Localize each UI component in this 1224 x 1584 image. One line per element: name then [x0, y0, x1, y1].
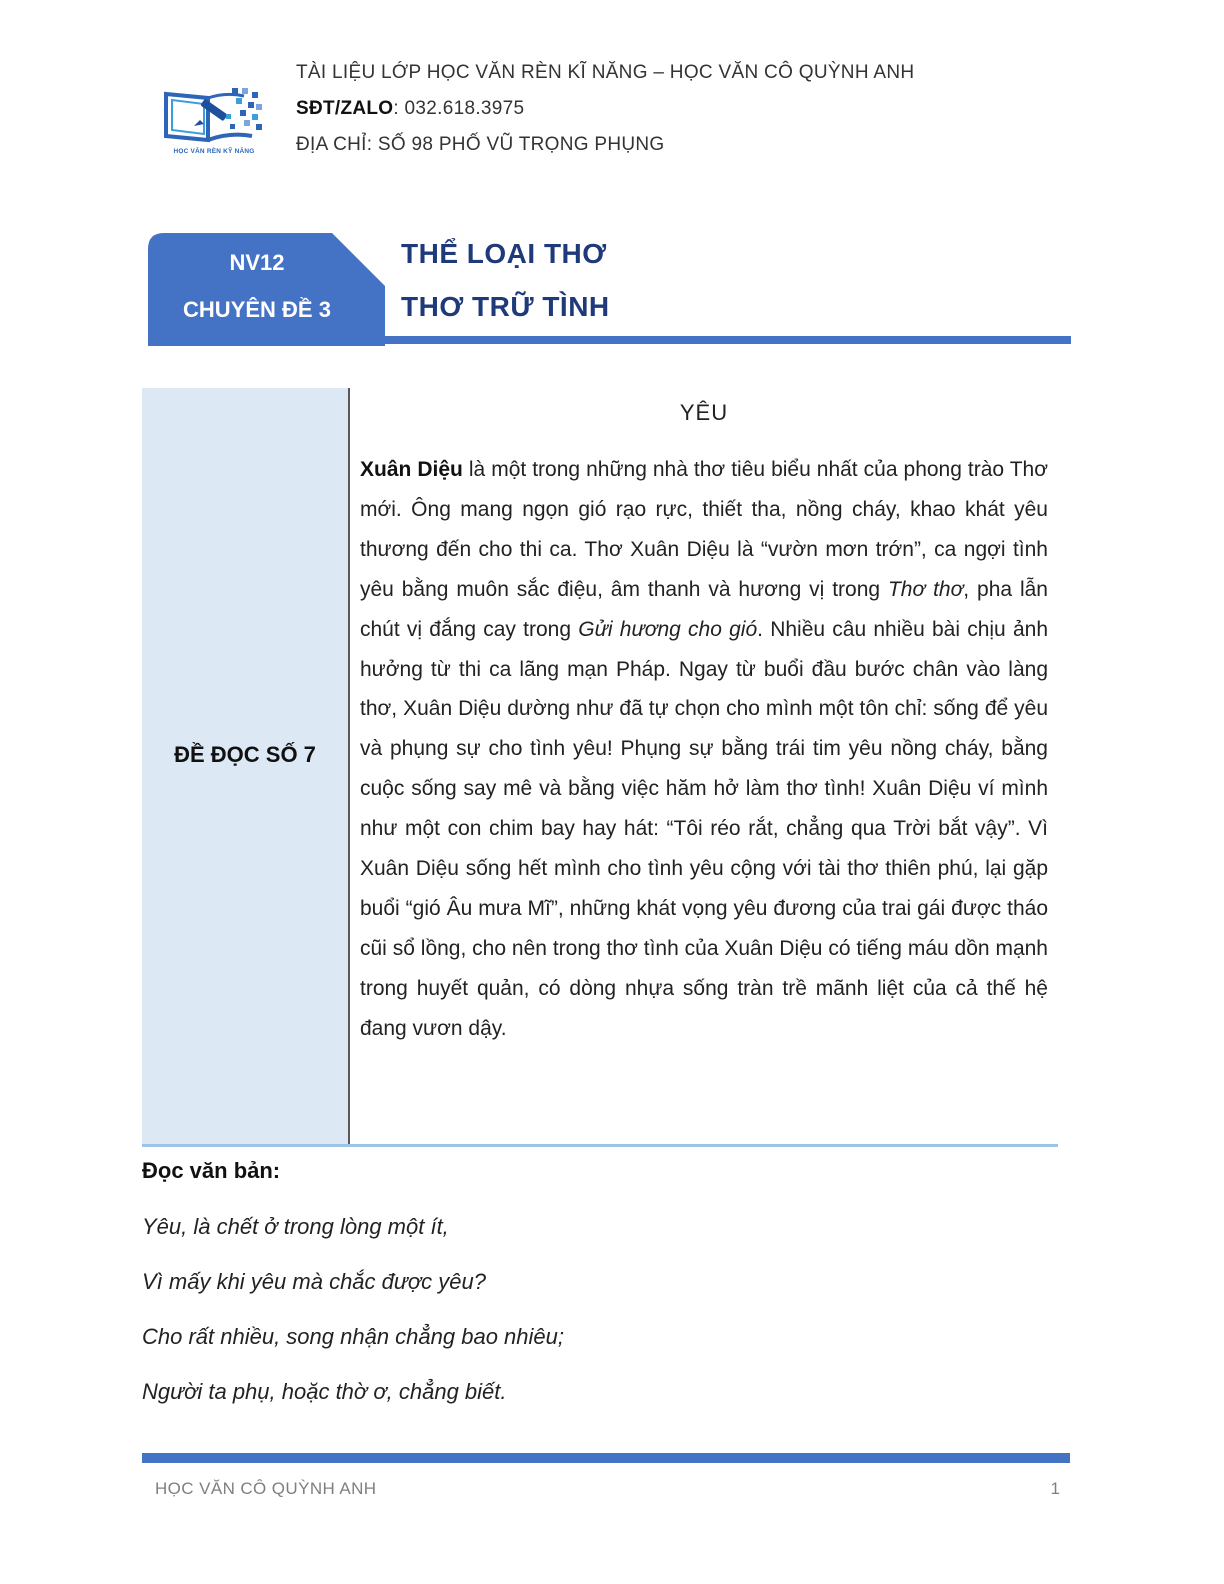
- intro-paragraph: Xuân Diệu là một trong những nhà thơ tiêu biểu nhất của phong trào Thơ mới. Ông mang ngọn gió rạo rực, thiết tha, nồng cháy, khao khát yêu thương đến cho thi ca. Thơ Xuân Diệu là “vườn mơn trớn”, ca ngợi tình yêu bằng muôn sắc điệu, âm thanh và hương vị trong Thơ thơ, pha lẫn chút vị đắng cay trong Gửi hương cho gió. Nhiều câu nhiều bài chịu ảnh hưởng từ thi ca lãng mạn Pháp. Ngay từ buổi đầu bước chân vào làng thơ, Xuân Diệu dường như đã tự chọn cho mình một tôn chỉ: sống để yêu và phụng sự cho tình yêu! Phụng sự bằng trái tim yêu nồng cháy, bằng cuộc sống say mê và bằng việc hăm hở làm thơ tình! Xuân Diệu ví mình như một con chim bay hay hát: “Tôi réo rắt, chẳng qua Trời bắt vậy”. Vì Xuân Diệu sống hết mình cho tình yêu cộng với tài thơ thiên phú, lại gặp buổi “gió Âu mưa Mĩ”, những khát vọng yêu đương của trai gái được tháo cũi sổ lồng, cho nên trong thơ tình của Xuân Diệu có tiếng máu dồn mạnh trong huyết quản, có dòng nhựa sống tràn trề mãnh liệt của cả thế hệ đang vươn dậy.: [360, 458, 1048, 1040]
- header-contact: [296, 98, 524, 120]
- banner-underline: [385, 336, 1071, 344]
- header-address: ĐỊA CHỈ: SỐ 98 PHỐ VŨ TRỌNG PHỤNG: [296, 134, 665, 155]
- phone-label: SĐT/ZALO: [296, 98, 394, 119]
- footer-label: HỌC VĂN CÔ QUỲNH ANH: [155, 1479, 377, 1498]
- work-title: Gửi hương cho gió: [578, 617, 758, 641]
- banner-topic: CHUYÊN ĐỀ 3: [183, 297, 331, 322]
- reading-label: ĐỀ ĐỌC SỐ 7: [174, 742, 316, 767]
- phone-value: : 032.618.3975: [393, 98, 525, 119]
- book-pen-logo-icon: [160, 84, 268, 158]
- banner-title-line2: THƠ TRỮ TÌNH: [401, 291, 610, 322]
- page-number: 1: [1050, 1479, 1060, 1498]
- banner-title-line1: THỂ LOẠI THƠ: [401, 238, 607, 269]
- table-bottom-border: [142, 1144, 1058, 1147]
- poem-line: Cho rất nhiều, song nhận chẳng bao nhiêu;: [142, 1324, 564, 1349]
- column-divider: [348, 388, 350, 1144]
- author-name: Xuân Diệu: [360, 458, 463, 481]
- header-title: TÀI LIỆU LỚP HỌC VĂN RÈN KĨ NĂNG – HỌC VĂN CÔ QUỲNH ANH: [296, 62, 915, 83]
- banner-code: NV12: [229, 250, 285, 275]
- logo-caption: HỌC VĂN RÈN KỸ NĂNG: [173, 148, 255, 155]
- poem-line: Người ta phụ, hoặc thờ ơ, chẳng biết.: [142, 1379, 507, 1404]
- poem-line: Yêu, là chết ở trong lòng một ít,: [142, 1214, 449, 1239]
- poem-title: YÊU: [679, 400, 729, 425]
- poem-line: Vì mấy khi yêu mà chắc được yêu?: [142, 1269, 486, 1294]
- work-title: Thơ thơ: [887, 577, 964, 601]
- footer-rule: [142, 1453, 1070, 1463]
- section-heading: Đọc văn bản:: [142, 1158, 281, 1183]
